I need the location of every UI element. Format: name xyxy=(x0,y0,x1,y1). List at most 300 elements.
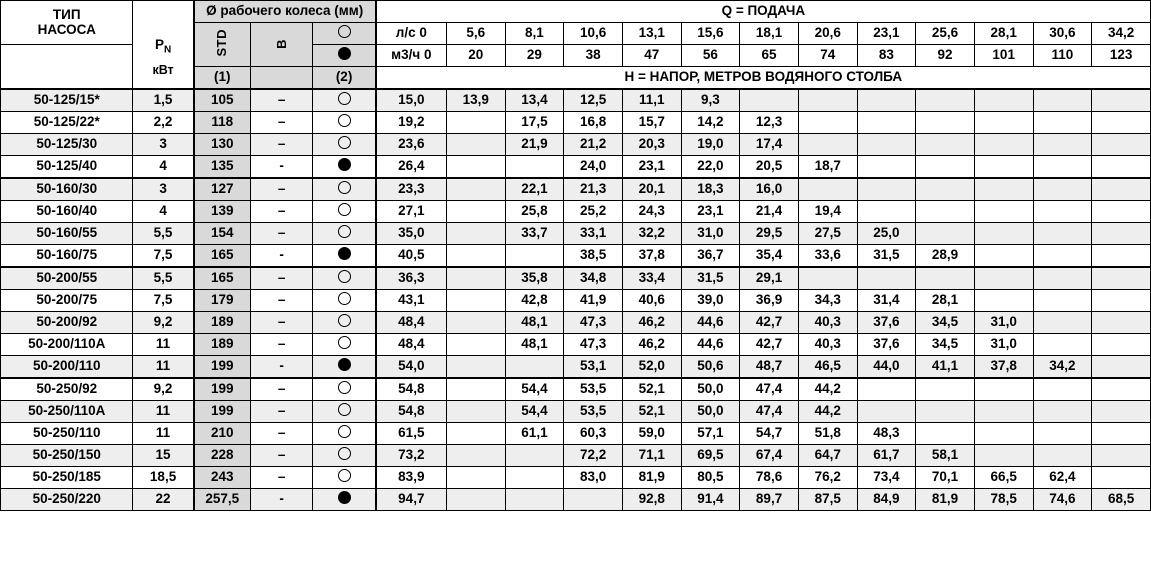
circle-open-icon xyxy=(313,312,376,334)
header-type-line2: НАСОСА xyxy=(37,21,96,37)
row-head-value-0 xyxy=(446,356,505,379)
row-type: 50-160/40 xyxy=(1,201,133,223)
row-type: 50-200/110 xyxy=(1,356,133,379)
row-head-value-10 xyxy=(1033,290,1092,312)
row-head-value-8: 41,1 xyxy=(916,356,975,379)
row-head-value-0 xyxy=(446,423,505,445)
row-impeller-std: 179 xyxy=(194,290,251,312)
row-head-value-8: 34,5 xyxy=(916,334,975,356)
header-flow-ls-7: 23,1 xyxy=(857,23,916,45)
row-head-value-10 xyxy=(1033,178,1092,201)
header-head-title: H = НАПОР, МЕТРОВ ВОДЯНОГО СТОЛБА xyxy=(376,67,1151,90)
row-head-value-11: 68,5 xyxy=(1092,489,1151,511)
row-head-value-10 xyxy=(1033,134,1092,156)
row-head-value-6 xyxy=(798,267,857,290)
row-head-value-9: 31,0 xyxy=(974,312,1033,334)
circle-open-glyph xyxy=(338,92,351,105)
header-flow-m3h-1: 29 xyxy=(505,45,564,67)
row-head-value-0 xyxy=(446,156,505,179)
row-type: 50-250/110 xyxy=(1,423,133,445)
header-mark-filled-cell xyxy=(313,45,376,67)
row-head-value-10: 62,4 xyxy=(1033,467,1092,489)
row-impeller-std: 154 xyxy=(194,223,251,245)
row-head-value-1 xyxy=(505,489,564,511)
row-head-value-8 xyxy=(916,201,975,223)
header-flow-ls-10: 30,6 xyxy=(1033,23,1092,45)
row-head-value-8: 70,1 xyxy=(916,467,975,489)
row-head-q0: 61,5 xyxy=(376,423,447,445)
row-impeller-b: – xyxy=(250,290,313,312)
row-head-value-10 xyxy=(1033,89,1092,112)
row-head-value-5 xyxy=(740,89,799,112)
row-head-q0: 73,2 xyxy=(376,445,447,467)
table-row[interactable] xyxy=(1,134,1151,156)
row-head-value-11 xyxy=(1092,423,1151,445)
row-impeller-std: 228 xyxy=(194,445,251,467)
row-head-value-5: 78,6 xyxy=(740,467,799,489)
row-head-value-4: 80,5 xyxy=(681,467,740,489)
header-type-spacer xyxy=(1,45,133,90)
header-flow-ls-6: 20,6 xyxy=(798,23,857,45)
row-impeller-b: – xyxy=(250,312,313,334)
table-row[interactable] xyxy=(1,312,1151,334)
row-head-q0: 54,8 xyxy=(376,378,447,401)
header-mark-open-cell xyxy=(313,23,376,45)
row-head-value-7 xyxy=(857,267,916,290)
header-flow-ls-0: 5,6 xyxy=(446,23,505,45)
circle-open-glyph xyxy=(338,225,351,238)
row-head-q0: 54,8 xyxy=(376,401,447,423)
circle-open-icon xyxy=(313,334,376,356)
circle-open-glyph xyxy=(338,292,351,305)
table-row[interactable] xyxy=(1,178,1151,201)
circle-open-icon xyxy=(313,223,376,245)
circle-open-glyph xyxy=(338,203,351,216)
table-row[interactable] xyxy=(1,89,1151,112)
row-head-value-8: 58,1 xyxy=(916,445,975,467)
row-head-value-3: 52,1 xyxy=(622,378,681,401)
row-head-value-8 xyxy=(916,267,975,290)
circle-filled-icon xyxy=(313,356,376,379)
row-power: 11 xyxy=(133,401,194,423)
row-head-value-0 xyxy=(446,267,505,290)
row-head-value-1: 35,8 xyxy=(505,267,564,290)
row-head-value-1: 54,4 xyxy=(505,401,564,423)
row-head-value-5: 36,9 xyxy=(740,290,799,312)
header-flow-ls-label: л/с 0 xyxy=(376,23,447,45)
row-head-value-1: 42,8 xyxy=(505,290,564,312)
row-head-value-6: 44,2 xyxy=(798,401,857,423)
row-type: 50-160/30 xyxy=(1,178,133,201)
row-head-value-3: 81,9 xyxy=(622,467,681,489)
row-head-value-3: 20,1 xyxy=(622,178,681,201)
row-type: 50-250/92 xyxy=(1,378,133,401)
header-flow-ls-2: 10,6 xyxy=(564,23,623,45)
row-head-value-7: 31,4 xyxy=(857,290,916,312)
row-power: 4 xyxy=(133,201,194,223)
row-impeller-b: – xyxy=(250,423,313,445)
row-head-value-1: 13,4 xyxy=(505,89,564,112)
table-row[interactable] xyxy=(1,156,1151,179)
header-type-line1: ТИП xyxy=(52,7,81,23)
row-type: 50-200/110A xyxy=(1,334,133,356)
row-impeller-b: – xyxy=(250,201,313,223)
row-head-value-9 xyxy=(974,201,1033,223)
row-head-value-8 xyxy=(916,112,975,134)
row-head-value-9 xyxy=(974,223,1033,245)
row-head-q0: 83,9 xyxy=(376,467,447,489)
table-row[interactable] xyxy=(1,489,1151,511)
header-flow-ls-5: 18,1 xyxy=(740,23,799,45)
header-flow-m3h-5: 65 xyxy=(740,45,799,67)
row-head-q0: 35,0 xyxy=(376,223,447,245)
row-head-value-10 xyxy=(1033,223,1092,245)
row-type: 50-160/55 xyxy=(1,223,133,245)
row-head-value-6: 87,5 xyxy=(798,489,857,511)
table-row[interactable] xyxy=(1,467,1151,489)
header-flow-ls-11: 34,2 xyxy=(1092,23,1151,45)
row-head-value-0 xyxy=(446,467,505,489)
row-head-value-3: 52,1 xyxy=(622,401,681,423)
row-head-value-9: 66,5 xyxy=(974,467,1033,489)
row-head-value-2: 41,9 xyxy=(564,290,623,312)
row-head-value-5: 21,4 xyxy=(740,201,799,223)
header-flow-m3h-6: 74 xyxy=(798,45,857,67)
row-head-q0: 94,7 xyxy=(376,489,447,511)
row-head-value-8 xyxy=(916,401,975,423)
row-head-value-11 xyxy=(1092,245,1151,268)
header-note-blank xyxy=(250,67,313,90)
row-head-value-2: 53,5 xyxy=(564,378,623,401)
row-head-value-2: 33,1 xyxy=(564,223,623,245)
table-row[interactable] xyxy=(1,356,1151,379)
row-power: 2,2 xyxy=(133,112,194,134)
row-head-value-2: 21,2 xyxy=(564,134,623,156)
row-head-value-11 xyxy=(1092,290,1151,312)
row-impeller-std: 199 xyxy=(194,401,251,423)
header-impeller-title: Ø рабочего колеса (мм) xyxy=(194,1,376,23)
circle-open-icon xyxy=(313,112,376,134)
row-head-value-6 xyxy=(798,89,857,112)
header-flow-m3h-2: 38 xyxy=(564,45,623,67)
row-head-value-11 xyxy=(1092,356,1151,379)
row-head-value-0 xyxy=(446,112,505,134)
row-head-value-9: 37,8 xyxy=(974,356,1033,379)
row-head-value-2: 34,8 xyxy=(564,267,623,290)
header-flow-m3h-10: 110 xyxy=(1033,45,1092,67)
header-note1: (1) xyxy=(194,67,251,90)
circle-open-icon xyxy=(313,178,376,201)
row-head-value-9 xyxy=(974,112,1033,134)
row-impeller-b: – xyxy=(250,267,313,290)
row-head-value-3: 40,6 xyxy=(622,290,681,312)
table-row[interactable] xyxy=(1,245,1151,268)
circle-open-glyph xyxy=(338,336,351,349)
circle-open-glyph xyxy=(338,447,351,460)
row-head-value-2: 83,0 xyxy=(564,467,623,489)
row-head-q0: 48,4 xyxy=(376,312,447,334)
row-power: 11 xyxy=(133,356,194,379)
row-head-value-1: 21,9 xyxy=(505,134,564,156)
row-head-value-9 xyxy=(974,89,1033,112)
table-row[interactable] xyxy=(1,201,1151,223)
row-head-value-11 xyxy=(1092,467,1151,489)
header-b-cell xyxy=(250,23,313,67)
row-power: 11 xyxy=(133,334,194,356)
row-head-value-11 xyxy=(1092,112,1151,134)
row-head-value-10: 74,6 xyxy=(1033,489,1092,511)
row-impeller-b: – xyxy=(250,401,313,423)
row-impeller-std: 127 xyxy=(194,178,251,201)
row-head-q0: 43,1 xyxy=(376,290,447,312)
row-head-value-11 xyxy=(1092,223,1151,245)
row-head-value-11 xyxy=(1092,134,1151,156)
circle-open-icon xyxy=(313,467,376,489)
circle-open-icon xyxy=(313,134,376,156)
row-impeller-std: 165 xyxy=(194,245,251,268)
row-head-value-4: 31,0 xyxy=(681,223,740,245)
row-head-value-11 xyxy=(1092,378,1151,401)
row-head-value-7: 37,6 xyxy=(857,334,916,356)
row-head-value-2: 47,3 xyxy=(564,312,623,334)
row-impeller-b: - xyxy=(250,245,313,268)
circle-open-glyph xyxy=(338,425,351,438)
row-head-value-5: 89,7 xyxy=(740,489,799,511)
row-head-value-6: 40,3 xyxy=(798,334,857,356)
row-head-value-1: 22,1 xyxy=(505,178,564,201)
row-type: 50-200/55 xyxy=(1,267,133,290)
circle-open-icon xyxy=(313,423,376,445)
header-note2: (2) xyxy=(313,67,376,90)
row-impeller-std: 189 xyxy=(194,334,251,356)
row-head-value-1: 54,4 xyxy=(505,378,564,401)
row-head-value-3: 32,2 xyxy=(622,223,681,245)
row-head-value-4: 44,6 xyxy=(681,312,740,334)
row-head-value-1: 17,5 xyxy=(505,112,564,134)
row-impeller-std: 257,5 xyxy=(194,489,251,511)
row-impeller-std: 199 xyxy=(194,356,251,379)
row-power: 5,5 xyxy=(133,223,194,245)
circle-open-glyph xyxy=(338,114,351,127)
header-std-cell xyxy=(194,23,251,67)
row-head-value-10 xyxy=(1033,334,1092,356)
row-head-value-7 xyxy=(857,178,916,201)
row-head-value-7: 61,7 xyxy=(857,445,916,467)
row-head-value-2: 25,2 xyxy=(564,201,623,223)
table-row[interactable] xyxy=(1,223,1151,245)
header-pn-unit: кВт xyxy=(152,63,174,78)
row-head-value-0 xyxy=(446,201,505,223)
header-flow-ls-1: 8,1 xyxy=(505,23,564,45)
row-head-value-11 xyxy=(1092,401,1151,423)
row-power: 3 xyxy=(133,134,194,156)
header-flow-ls-4: 15,6 xyxy=(681,23,740,45)
row-type: 50-125/30 xyxy=(1,134,133,156)
row-head-value-7 xyxy=(857,89,916,112)
row-head-value-5: 29,1 xyxy=(740,267,799,290)
row-head-value-11 xyxy=(1092,312,1151,334)
row-power: 7,5 xyxy=(133,245,194,268)
circle-open-icon xyxy=(313,89,376,112)
row-head-value-5: 47,4 xyxy=(740,401,799,423)
row-head-value-1 xyxy=(505,467,564,489)
header-q-title: Q = ПОДАЧА xyxy=(376,1,1151,23)
row-head-value-2: 38,5 xyxy=(564,245,623,268)
circle-filled-glyph xyxy=(338,158,351,171)
row-type: 50-125/15* xyxy=(1,89,133,112)
header-type-cell xyxy=(1,1,133,45)
row-impeller-b: - xyxy=(250,356,313,379)
row-head-q0: 26,4 xyxy=(376,156,447,179)
row-head-value-4: 23,1 xyxy=(681,201,740,223)
row-head-value-1 xyxy=(505,445,564,467)
row-head-value-2: 21,3 xyxy=(564,178,623,201)
circle-filled-glyph xyxy=(338,358,351,371)
row-head-value-3: 11,1 xyxy=(622,89,681,112)
row-type: 50-125/40 xyxy=(1,156,133,179)
row-impeller-b: – xyxy=(250,334,313,356)
row-head-value-4: 9,3 xyxy=(681,89,740,112)
row-head-value-10: 34,2 xyxy=(1033,356,1092,379)
circle-open-icon xyxy=(313,201,376,223)
row-head-value-2: 12,5 xyxy=(564,89,623,112)
row-head-value-10 xyxy=(1033,312,1092,334)
table-row[interactable] xyxy=(1,423,1151,445)
row-head-value-3: 20,3 xyxy=(622,134,681,156)
row-head-value-11 xyxy=(1092,156,1151,179)
row-head-value-4: 22,0 xyxy=(681,156,740,179)
header-row-1 xyxy=(1,1,1151,23)
row-impeller-std: 139 xyxy=(194,201,251,223)
table-row[interactable] xyxy=(1,290,1151,312)
row-power: 11 xyxy=(133,423,194,445)
row-head-value-6: 46,5 xyxy=(798,356,857,379)
row-impeller-std: 118 xyxy=(194,112,251,134)
row-impeller-std: 165 xyxy=(194,267,251,290)
row-head-value-5: 29,5 xyxy=(740,223,799,245)
row-head-value-6: 76,2 xyxy=(798,467,857,489)
header-flow-ls-9: 28,1 xyxy=(974,23,1033,45)
row-head-value-6: 51,8 xyxy=(798,423,857,445)
row-type: 50-250/185 xyxy=(1,467,133,489)
row-head-value-6: 19,4 xyxy=(798,201,857,223)
row-head-value-11 xyxy=(1092,89,1151,112)
header-flow-m3h-3: 47 xyxy=(622,45,681,67)
row-head-value-10 xyxy=(1033,245,1092,268)
table-row[interactable] xyxy=(1,267,1151,290)
row-head-value-7 xyxy=(857,201,916,223)
row-impeller-std: 199 xyxy=(194,378,251,401)
table-row[interactable] xyxy=(1,334,1151,356)
row-head-value-2: 72,2 xyxy=(564,445,623,467)
header-flow-m3h-0: 20 xyxy=(446,45,505,67)
row-head-value-10 xyxy=(1033,156,1092,179)
row-head-value-3: 71,1 xyxy=(622,445,681,467)
row-impeller-b: - xyxy=(250,489,313,511)
row-head-value-3: 24,3 xyxy=(622,201,681,223)
row-head-value-3: 52,0 xyxy=(622,356,681,379)
row-type: 50-160/75 xyxy=(1,245,133,268)
row-head-value-9 xyxy=(974,245,1033,268)
row-head-value-7: 73,4 xyxy=(857,467,916,489)
table-row[interactable] xyxy=(1,445,1151,467)
row-head-value-7 xyxy=(857,378,916,401)
row-head-value-6: 33,6 xyxy=(798,245,857,268)
row-head-value-3: 92,8 xyxy=(622,489,681,511)
row-head-value-4: 91,4 xyxy=(681,489,740,511)
row-head-value-7: 84,9 xyxy=(857,489,916,511)
row-head-value-3: 46,2 xyxy=(622,334,681,356)
row-head-value-2: 16,8 xyxy=(564,112,623,134)
row-head-value-9 xyxy=(974,378,1033,401)
row-head-value-2: 53,5 xyxy=(564,401,623,423)
row-head-value-9: 78,5 xyxy=(974,489,1033,511)
row-head-value-5: 42,7 xyxy=(740,334,799,356)
row-impeller-std: 105 xyxy=(194,89,251,112)
row-head-value-6: 64,7 xyxy=(798,445,857,467)
circle-filled-icon xyxy=(338,47,351,60)
row-head-value-9 xyxy=(974,401,1033,423)
row-head-value-8 xyxy=(916,378,975,401)
row-impeller-std: 210 xyxy=(194,423,251,445)
table-row[interactable] xyxy=(1,401,1151,423)
circle-filled-icon xyxy=(313,156,376,179)
row-impeller-b: – xyxy=(250,112,313,134)
table-row[interactable] xyxy=(1,112,1151,134)
row-head-value-11 xyxy=(1092,267,1151,290)
row-type: 50-250/220 xyxy=(1,489,133,511)
row-head-value-7 xyxy=(857,401,916,423)
circle-filled-glyph xyxy=(338,247,351,260)
row-power: 9,2 xyxy=(133,378,194,401)
row-type: 50-200/75 xyxy=(1,290,133,312)
row-power: 15 xyxy=(133,445,194,467)
row-head-value-0 xyxy=(446,178,505,201)
row-head-value-2: 53,1 xyxy=(564,356,623,379)
row-head-value-10 xyxy=(1033,445,1092,467)
row-head-value-6: 40,3 xyxy=(798,312,857,334)
row-head-value-0 xyxy=(446,401,505,423)
row-head-q0: 40,5 xyxy=(376,245,447,268)
header-flow-ls-8: 25,6 xyxy=(916,23,975,45)
row-head-value-8 xyxy=(916,423,975,445)
circle-filled-glyph xyxy=(338,491,351,504)
circle-open-glyph xyxy=(338,136,351,149)
row-impeller-b: – xyxy=(250,89,313,112)
row-impeller-std: 189 xyxy=(194,312,251,334)
row-head-value-4: 50,0 xyxy=(681,378,740,401)
row-head-value-3: 46,2 xyxy=(622,312,681,334)
row-head-value-7: 44,0 xyxy=(857,356,916,379)
circle-filled-icon xyxy=(313,245,376,268)
row-head-value-2: 60,3 xyxy=(564,423,623,445)
circle-open-icon xyxy=(338,25,351,38)
row-head-value-10 xyxy=(1033,201,1092,223)
row-head-value-5: 67,4 xyxy=(740,445,799,467)
circle-open-glyph xyxy=(338,314,351,327)
row-head-value-8: 34,5 xyxy=(916,312,975,334)
row-head-value-3: 15,7 xyxy=(622,112,681,134)
row-head-value-10 xyxy=(1033,423,1092,445)
table-row[interactable] xyxy=(1,378,1151,401)
row-head-value-4: 57,1 xyxy=(681,423,740,445)
header-flow-ls-3: 13,1 xyxy=(622,23,681,45)
row-head-value-5: 12,3 xyxy=(740,112,799,134)
row-head-value-8 xyxy=(916,223,975,245)
row-head-value-4: 18,3 xyxy=(681,178,740,201)
row-impeller-std: 243 xyxy=(194,467,251,489)
row-impeller-b: – xyxy=(250,467,313,489)
